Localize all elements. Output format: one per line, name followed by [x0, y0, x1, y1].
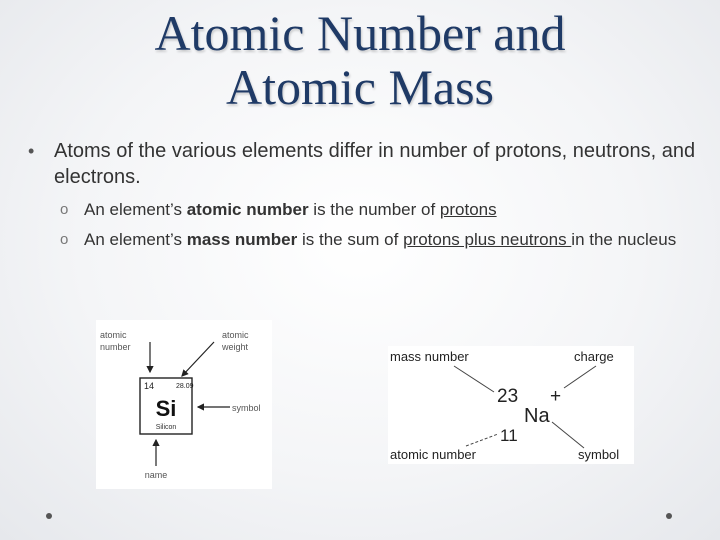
silicon-diagram-svg [96, 320, 272, 489]
term-mass-number: mass number [186, 230, 298, 249]
term-atomic-number: atomic number [186, 200, 309, 219]
sub-bullet-atomic-number [60, 199, 710, 221]
sub-bullet-mass-number [60, 229, 710, 251]
sub-text-pre: An element’s [84, 200, 187, 219]
sub-bullet-marker: o [60, 231, 69, 248]
sub-text-post: in the nucleus [571, 230, 677, 249]
sub-bullet-marker: o [60, 201, 69, 218]
corner-dot-left [46, 513, 52, 519]
label-atomic-weight-2: weight [222, 342, 249, 352]
silicon-diagram [96, 320, 272, 489]
slide-title [0, 6, 720, 114]
label-name: name [144, 470, 168, 480]
label-atomic-number-1: atomic [100, 330, 127, 340]
bullet-marker: • [28, 141, 35, 161]
tile-symbol: Si [155, 396, 177, 421]
label-symbol: symbol [232, 403, 261, 413]
label-na-symbol: symbol [578, 447, 620, 462]
label-atomic-number: atomic number [390, 447, 476, 462]
label-mass-number: mass number [390, 349, 469, 364]
sodium-diagram-svg [388, 346, 634, 464]
underlined-protons-neutrons: protons plus neutrons [403, 230, 572, 249]
label-atomic-number-2: number [100, 342, 131, 352]
line-charge [564, 366, 596, 388]
charge-value: + [550, 386, 562, 407]
label-atomic-weight-1: atomic [222, 330, 249, 340]
line-symbol [552, 422, 584, 448]
sub-text-mid: is the sum of [297, 230, 404, 249]
line-atomic-number [466, 434, 498, 446]
sub-text-mid: is the number of [308, 200, 440, 219]
bullet-text: Atoms of the various elements differ in number of protons, neutrons, and electrons. [54, 140, 696, 188]
sub-text-pre: An element’s [84, 230, 187, 249]
arrow-atomic-weight [182, 342, 214, 376]
bullet-item [22, 138, 702, 190]
tile-number: 14 [144, 381, 155, 391]
tile-weight: 28.09 [176, 383, 194, 390]
underlined-protons: protons [439, 200, 497, 219]
na-symbol: Na [524, 405, 550, 427]
corner-dot-right [666, 513, 672, 519]
title-line-2: Atomic Mass [225, 59, 495, 115]
atomic-value: 11 [500, 426, 518, 445]
bullet-list [22, 138, 702, 190]
label-charge: charge [574, 349, 614, 364]
title-line-1: Atomic Number and [154, 5, 566, 61]
mass-value: 23 [497, 386, 519, 407]
sodium-notation-diagram [388, 346, 634, 464]
tile-name: Silicon [155, 424, 177, 431]
line-mass-number [454, 366, 494, 392]
